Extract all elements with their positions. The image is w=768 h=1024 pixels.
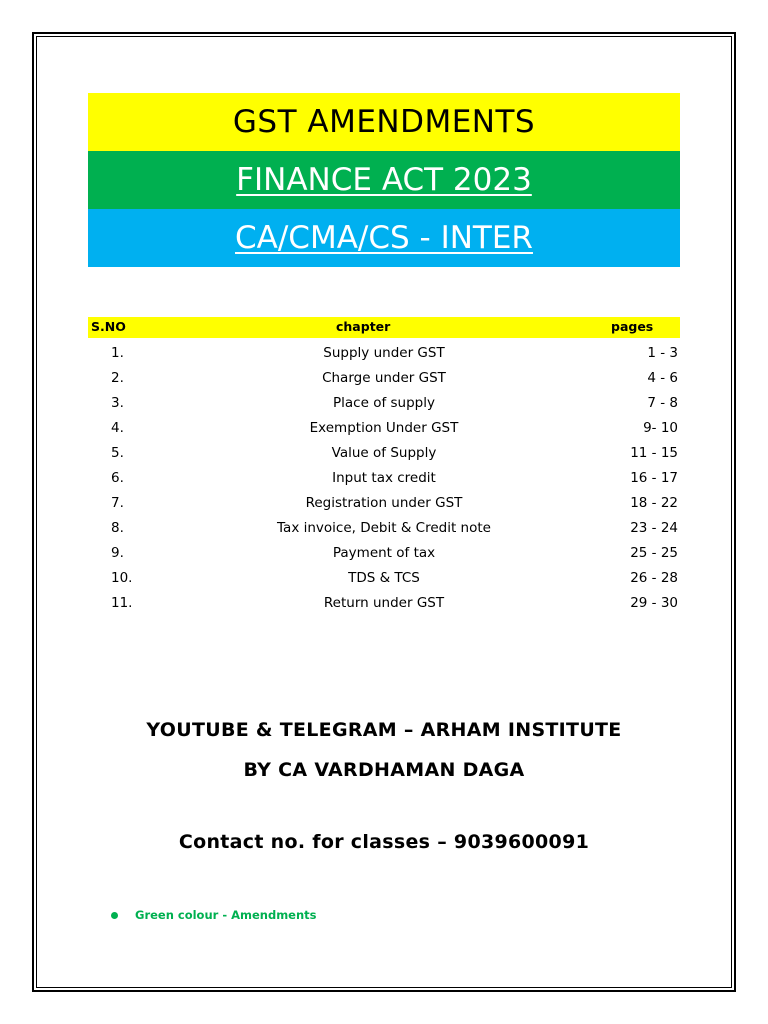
- footer-contact: Contact no. for classes – 9039600091: [178, 831, 590, 853]
- title-course: CA/CMA/CS - INTER: [235, 220, 533, 256]
- toc-row-pages: 11 - 15: [630, 445, 678, 461]
- toc-row-chapter: TDS & TCS: [348, 570, 420, 586]
- footer-youtube-telegram: YOUTUBE & TELEGRAM – ARHAM INSTITUTE: [146, 719, 622, 741]
- title-gst-amendments: GST AMENDMENTS: [232, 104, 536, 140]
- table-row: [88, 542, 680, 567]
- toc-row-sno: 7.: [111, 495, 124, 511]
- table-row: [88, 417, 680, 442]
- title-banner-course: [88, 209, 680, 267]
- toc-row-sno: 3.: [111, 395, 124, 411]
- footer-author: BY CA VARDHAMAN DAGA: [243, 759, 525, 781]
- toc-header-chapter: chapter: [336, 319, 391, 334]
- toc-row-chapter: Input tax credit: [332, 470, 436, 486]
- toc-row-pages: 1 - 3: [647, 345, 678, 361]
- toc-row-sno: 11.: [111, 595, 133, 611]
- title-banner-finance-act: [88, 151, 680, 209]
- toc-table: [88, 342, 680, 617]
- table-row: [88, 467, 680, 492]
- toc-row-sno: 6.: [111, 470, 124, 486]
- toc-row-pages: 25 - 25: [630, 545, 678, 561]
- toc-row-pages: 4 - 6: [647, 370, 678, 386]
- toc-row-sno: 8.: [111, 520, 124, 536]
- toc-row-chapter: Return under GST: [323, 595, 445, 611]
- table-row: [88, 442, 680, 467]
- title-finance-act: FINANCE ACT 2023: [236, 162, 532, 198]
- toc-row-chapter: Exemption Under GST: [309, 420, 459, 436]
- table-row: [88, 392, 680, 417]
- legend: [111, 908, 317, 922]
- toc-row-chapter: Value of Supply: [331, 445, 437, 461]
- table-row: [88, 367, 680, 392]
- toc-row-pages: 9- 10: [643, 420, 678, 436]
- toc-row-chapter: Payment of tax: [332, 545, 436, 561]
- legend-text: Green colour - Amendments: [135, 908, 317, 922]
- table-row: [88, 517, 680, 542]
- table-row: [88, 592, 680, 617]
- toc-row-sno: 5.: [111, 445, 124, 461]
- table-row: [88, 567, 680, 592]
- toc-row-sno: 9.: [111, 545, 124, 561]
- bullet-dot-icon: [111, 912, 118, 919]
- toc-row-pages: 7 - 8: [647, 395, 678, 411]
- toc-row-sno: 1.: [111, 345, 124, 361]
- toc-row-pages: 18 - 22: [630, 495, 678, 511]
- table-row: [88, 492, 680, 517]
- toc-row-pages: 26 - 28: [630, 570, 678, 586]
- toc-header-row: [88, 317, 680, 338]
- toc-row-pages: 23 - 24: [630, 520, 678, 536]
- toc-row-chapter: Charge under GST: [322, 370, 446, 386]
- toc-row-sno: 10.: [111, 570, 133, 586]
- title-banner-gst-amendments: [88, 93, 680, 151]
- toc-header-sno: S.NO: [91, 319, 126, 334]
- toc-row-chapter: Supply under GST: [323, 345, 445, 361]
- toc-row-chapter: Registration under GST: [305, 495, 463, 511]
- toc-row-chapter: Tax invoice, Debit & Credit note: [277, 520, 491, 536]
- toc-row-sno: 2.: [111, 370, 124, 386]
- table-row: [88, 342, 680, 367]
- toc-row-sno: 4.: [111, 420, 124, 436]
- toc-row-pages: 16 - 17: [630, 470, 678, 486]
- toc-row-pages: 29 - 30: [630, 595, 678, 611]
- toc-header-pages: pages: [611, 319, 654, 334]
- toc-row-chapter: Place of supply: [333, 395, 435, 411]
